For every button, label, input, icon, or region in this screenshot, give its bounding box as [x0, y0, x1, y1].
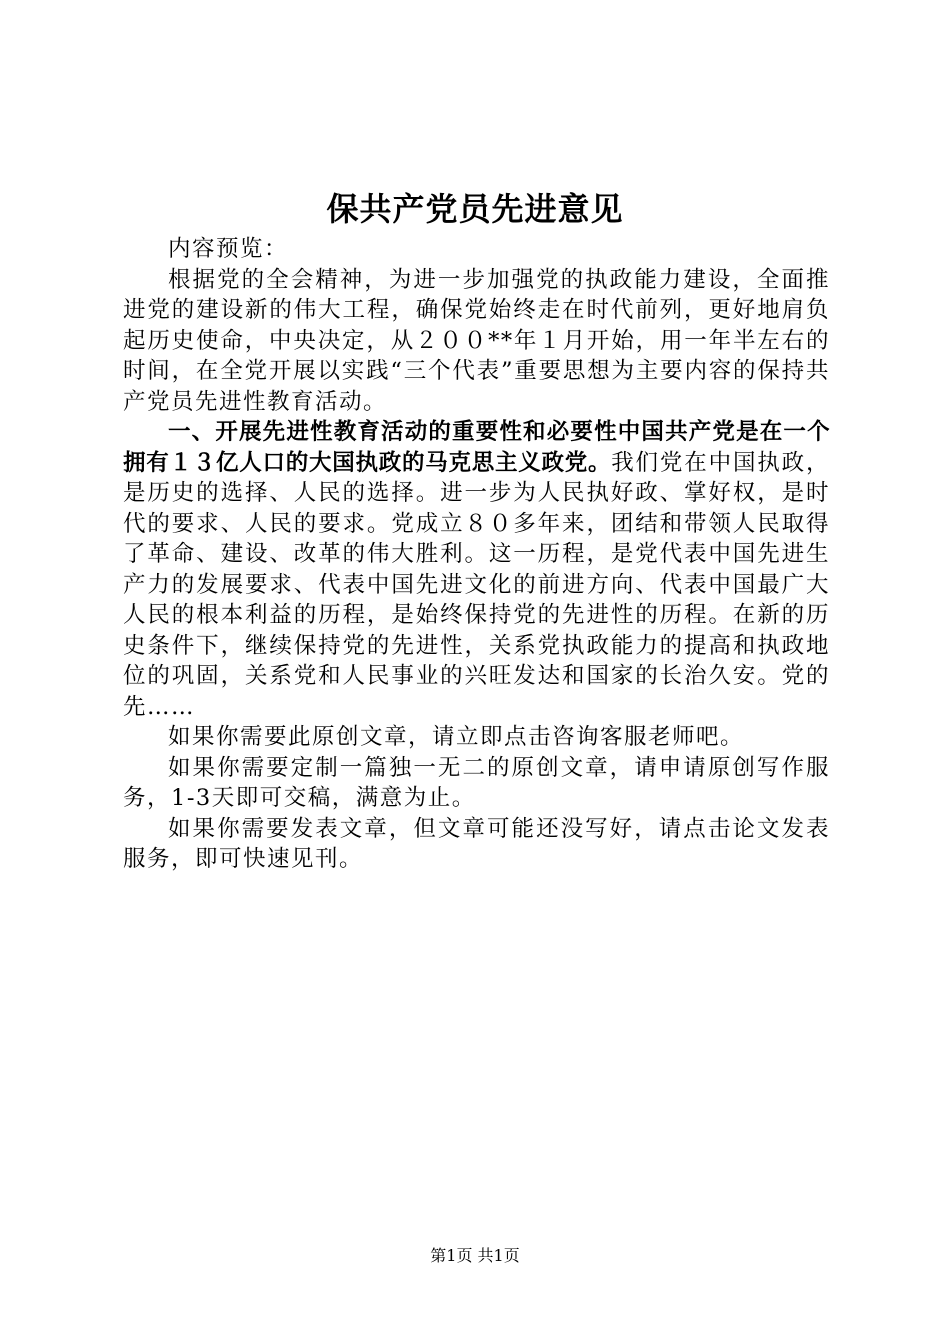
page-number: 第1页 共1页	[430, 1246, 520, 1265]
section-body: 我们党在中国执政，是历史的选择、人民的选择。进一步为人民执好政、掌好权，是时代的要求、人民的要求。党成立８０多年来，团结和带领人民取得了革命、建设、改革的伟大胜利。这一历程，是党代表中国先进生产力的发展要求、代表中国先进文化的前进方向、代表中国最广大人民的根本利益的历程，是始终保持党的先进性的历程。在新的历史条件下，继续保持党的先进性，关系党执政能力的提高和执政地位的巩固，关系党和人民事业的兴旺发达和国家的长治久安。党的先……	[123, 449, 830, 720]
paragraph-intro: 根据党的全会精神，为进一步加强党的执政能力建设，全面推进党的建设新的伟大工程，确保党始终走在时代前列，更好地肩负起历史使命，中央决定，从２００**年１月开始，用一年半左右的时间，在全党开展以实践“三个代表”重要思想为主要内容的保持共产党员先进性教育活动。	[123, 266, 830, 415]
paragraph-consult-service[interactable]: 如果你需要此原创文章，请立即点击咨询客服老师吧。	[168, 724, 745, 750]
preview-label: 内容预览：	[168, 236, 289, 262]
paragraph-custom-writing-service[interactable]: 如果你需要定制一篇独一无二的原创文章，请申请原创写作服务，1-3天即可交稿，满意为止。	[123, 754, 830, 811]
paragraph-section-one	[123, 417, 830, 722]
section-heading: 一、开展先进性教育活动的重要性和必要性中国共产党是在一个拥有１３亿人口的大国执政的马克思主义政党。	[123, 419, 830, 476]
document-body	[123, 234, 830, 875]
paragraph-publishing-service[interactable]: 如果你需要发表文章，但文章可能还没写好，请点击论文发表服务，即可快速见刊。	[123, 815, 830, 872]
document-title: 保共产党员先进意见	[326, 190, 624, 228]
